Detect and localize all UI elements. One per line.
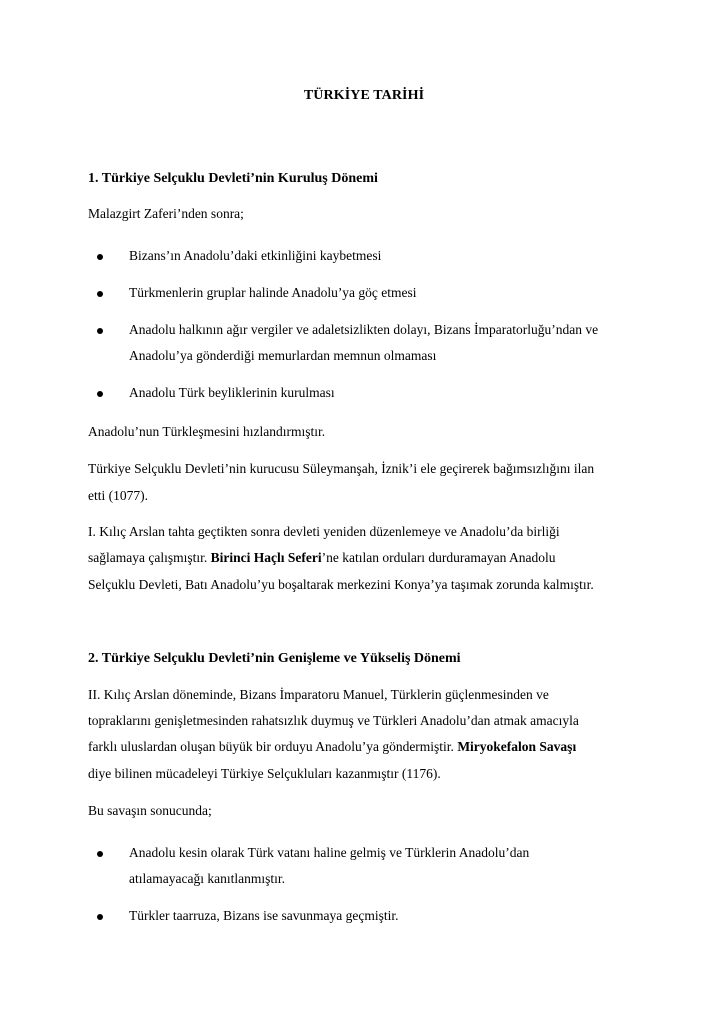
bullet-marker: [97, 254, 103, 260]
bullet-marker: [97, 328, 103, 334]
section-2-bullet-2: Türkler taarruza, Bizans ise savunmaya geçmiştir.: [129, 908, 399, 923]
section-2-paragraph-line-1: II. Kılıç Arslan döneminde, Bizans İmparatoru Manuel, Türklerin güçlenmesinden ve: [88, 687, 549, 702]
section-2-bullet-1-line-1: Anadolu kesin olarak Türk vatanı haline gelmiş ve Türklerin Anadolu’dan: [129, 845, 530, 860]
document-title: TÜRKİYE TARİHİ: [303, 88, 425, 103]
battle-bold-term: Miryokefalon Savaşı: [457, 739, 577, 754]
bullet-marker: [97, 291, 103, 297]
kilic-arslan-paragraph-line-2: [88, 544, 648, 571]
section-1-conclusion: Anadolu’nun Türkleşmesini hızlandırmıştır.: [88, 424, 326, 439]
section-1-heading: 1. Türkiye Selçuklu Devleti’nin Kuruluş Dönemi: [88, 171, 378, 186]
founder-paragraph-line-1: Türkiye Selçuklu Devleti’nin kurucusu Süleymanşah, İznik’i ele geçirerek bağımsızlığını ilan: [88, 461, 595, 476]
section-1-bullet-3-line-2: Anadolu’ya gönderdiği memurlardan memnun olmaması: [129, 348, 437, 363]
section-2-paragraph-line-3: [88, 733, 648, 760]
section-2-paragraph-line-4: diye bilinen mücadeleyi Türkiye Selçukluları kazanmıştır (1176).: [88, 766, 441, 781]
kilic-arslan-paragraph-line-1: I. Kılıç Arslan tahta geçtikten sonra devleti yeniden düzenlemeye ve Anadolu’da birliği: [88, 524, 560, 539]
crusade-bold-term: Birinci Haçlı Seferi: [210, 550, 322, 565]
section-1-bullet-4: Anadolu Türk beyliklerinin kurulması: [129, 385, 335, 400]
section-1-bullet-3-line-1: Anadolu halkının ağır vergiler ve adaletsizlikten dolayı, Bizans İmparatorluğu’ndan ve: [129, 322, 599, 337]
section-2-line-3-text: farklı uluslardan oluşan büyük bir orduyu Anadolu’ya göndermiştir.: [88, 739, 458, 754]
section-1-intro: Malazgirt Zaferi’nden sonra;: [88, 206, 244, 221]
section-2-paragraph-line-2: topraklarını genişletmesinden rahatsızlık duymuş ve Türkleri Anadolu’dan atmak amacıyla: [88, 713, 579, 728]
founder-paragraph-line-2: etti (1077).: [88, 488, 148, 503]
kilic-arslan-paragraph-line-3: Selçuklu Devleti, Batı Anadolu’yu boşaltarak merkezini Konya’ya taşımak zorunda kalmıştır.: [88, 577, 594, 592]
section-2-intro: Bu savaşın sonucunda;: [88, 803, 212, 818]
section-2-heading: 2. Türkiye Selçuklu Devleti’nin Genişleme ve Yükseliş Dönemi: [88, 651, 461, 666]
bullet-marker: [97, 914, 103, 920]
section-1-bullet-2: Türkmenlerin gruplar halinde Anadolu’ya göç etmesi: [129, 285, 417, 300]
kilic-line-2-text-b: ’ne katılan orduları durduramayan Anadolu: [321, 550, 556, 565]
section-1-bullet-1: Bizans’ın Anadolu’daki etkinliğini kaybetmesi: [129, 248, 382, 263]
bullet-marker: [97, 851, 103, 857]
kilic-line-2-text-a: sağlamaya çalışmıştır.: [88, 550, 211, 565]
section-2-bullet-1-line-2: atılamayacağı kanıtlanmıştır.: [129, 871, 285, 886]
bullet-marker: [97, 391, 103, 397]
